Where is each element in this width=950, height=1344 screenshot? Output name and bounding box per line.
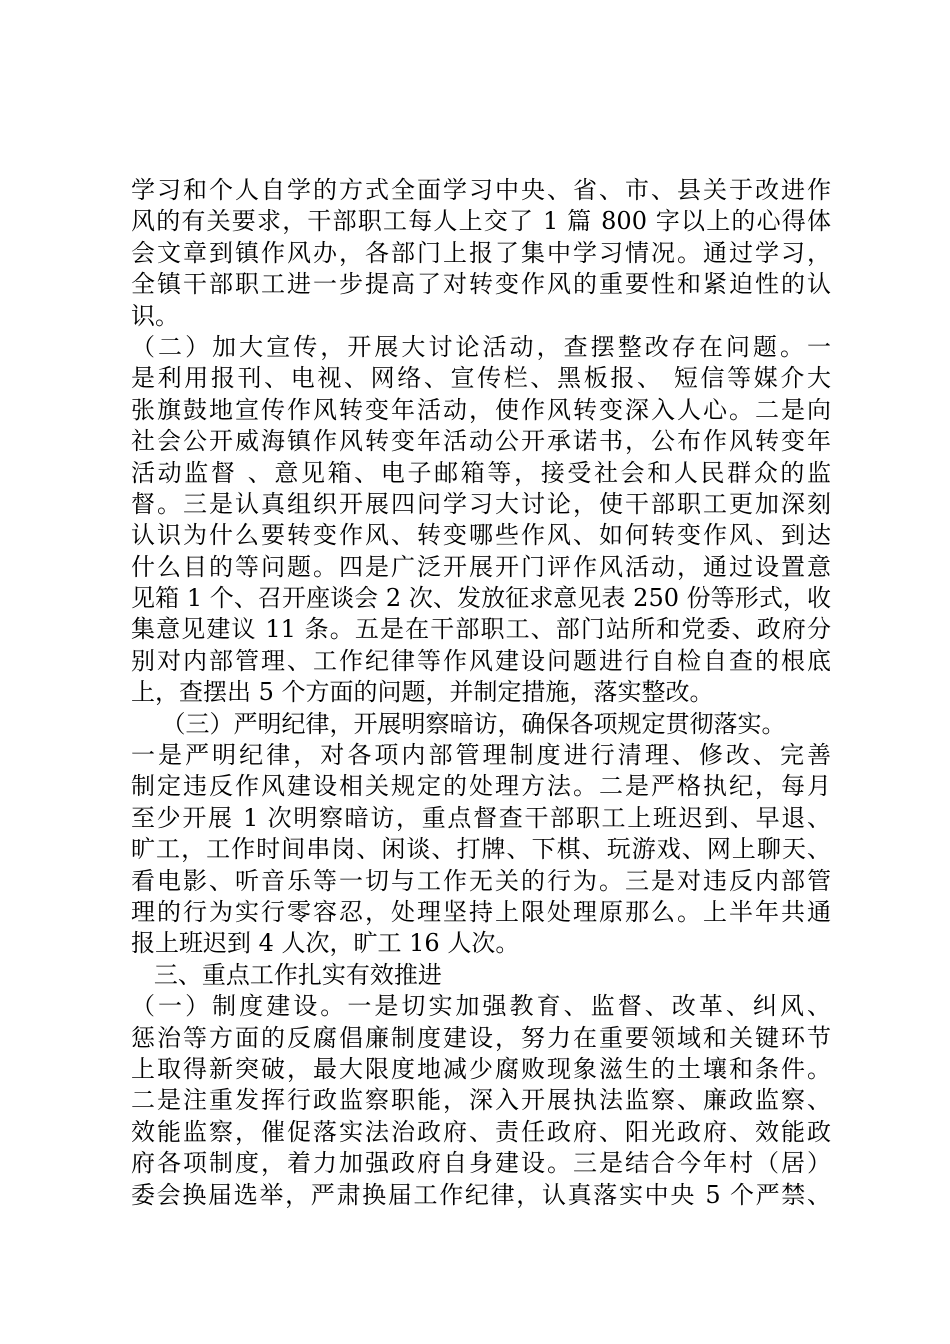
text-line: 上取得新突破，最大限度地减少腐败现象滋生的土壤和条件。 xyxy=(131,1054,831,1083)
text-line: 什么目的等问题。四是广泛开展开门评作风活动，通过设置意 xyxy=(131,552,831,581)
text-line: （二）加大宣传，开展大讨论活动，查摆整改存在问题。一 xyxy=(131,332,831,361)
text-line: 别对内部管理、工作纪律等作风建设问题进行自检自查的根底 xyxy=(131,646,831,675)
text-line: 效能监察，催促落实法治政府、责任政府、阳光政府、效能政 xyxy=(131,1117,831,1146)
text-line: 学习和个人自学的方式全面学习中央、省、市、县关于改进作 xyxy=(131,176,831,204)
text-line: 张旗鼓地宣传作风转变年活动，使作风转变深入人心。二是向 xyxy=(131,395,831,424)
text-line: 至少开展 1 次明察暗访，重点督查干部职工上班迟到、早退、 xyxy=(131,803,831,832)
text-line: 报上班迟到 4 人次，旷工 16 人次。 xyxy=(131,929,520,958)
text-line: 识。 xyxy=(131,301,179,330)
text-line: （三）严明纪律，开展明察暗访，确保各项规定贯彻落实。 xyxy=(131,709,786,738)
text-line: 活动监督 、意见箱、电子邮箱等，接受社会和人民群众的监 xyxy=(131,458,831,487)
text-line: 看电影、听音乐等一切与工作无关的行为。三是对违反内部管 xyxy=(131,866,831,895)
text-line: 见箱 1 个、召开座谈会 2 次、发放征求意见表 250 份等形式，收 xyxy=(131,584,831,613)
text-line: 一是严明纪律，对各项内部管理制度进行清理、修改、完善 xyxy=(131,741,831,770)
text-line: 三、重点工作扎实有效推进 xyxy=(131,960,442,989)
text-line: 委会换届选举，严肃换届工作纪律，认真落实中央 5 个严禁、 xyxy=(131,1180,831,1209)
text-line: （一）制度建设。一是切实加强教育、监督、改革、纠风、 xyxy=(131,992,831,1021)
body-text xyxy=(131,175,831,1211)
text-line: 督。三是认真组织开展四问学习大讨论，使干部职工更加深刻 xyxy=(131,489,831,518)
text-line: 上，查摆出 5 个方面的问题，并制定措施，落实整改。 xyxy=(131,678,714,707)
text-line: 旷工，工作时间串岗、闲谈、打牌、下棋、玩游戏、网上聊天、 xyxy=(131,835,831,864)
text-line: 集意见建议 11 条。五是在干部职工、部门站所和党委、政府分 xyxy=(131,615,831,644)
text-line: 二是注重发挥行政监察职能，深入开展执法监察、廉政监察、 xyxy=(131,1086,831,1115)
text-line: 惩治等方面的反腐倡廉制度建设，努力在重要领域和关键环节 xyxy=(131,1023,831,1052)
text-line: 社会公开威海镇作风转变年活动公开承诺书，公布作风转变年 xyxy=(131,427,831,456)
text-line: 风的有关要求，干部职工每人上交了 1 篇 800 字以上的心得体 xyxy=(131,207,831,236)
text-line: 会文章到镇作风办，各部门上报了集中学习情况。通过学习， xyxy=(131,238,831,267)
text-line: 府各项制度，着力加强政府自身建设。三是结合今年村（居） xyxy=(131,1149,831,1178)
text-line: 全镇干部职工进一步提高了对转变作风的重要性和紧迫性的认 xyxy=(131,270,831,299)
text-line: 制定违反作风建设相关规定的处理方法。二是严格执纪，每月 xyxy=(131,772,831,801)
text-line: 理的行为实行零容忍，处理坚持上限处理原那么。上半年共通 xyxy=(131,897,831,926)
text-line: 认识为什么要转变作风、转变哪些作风、如何转变作风、到达 xyxy=(131,521,831,550)
text-line: 是利用报刊、电视、网络、宣传栏、黑板报、 短信等媒介大 xyxy=(131,364,831,393)
